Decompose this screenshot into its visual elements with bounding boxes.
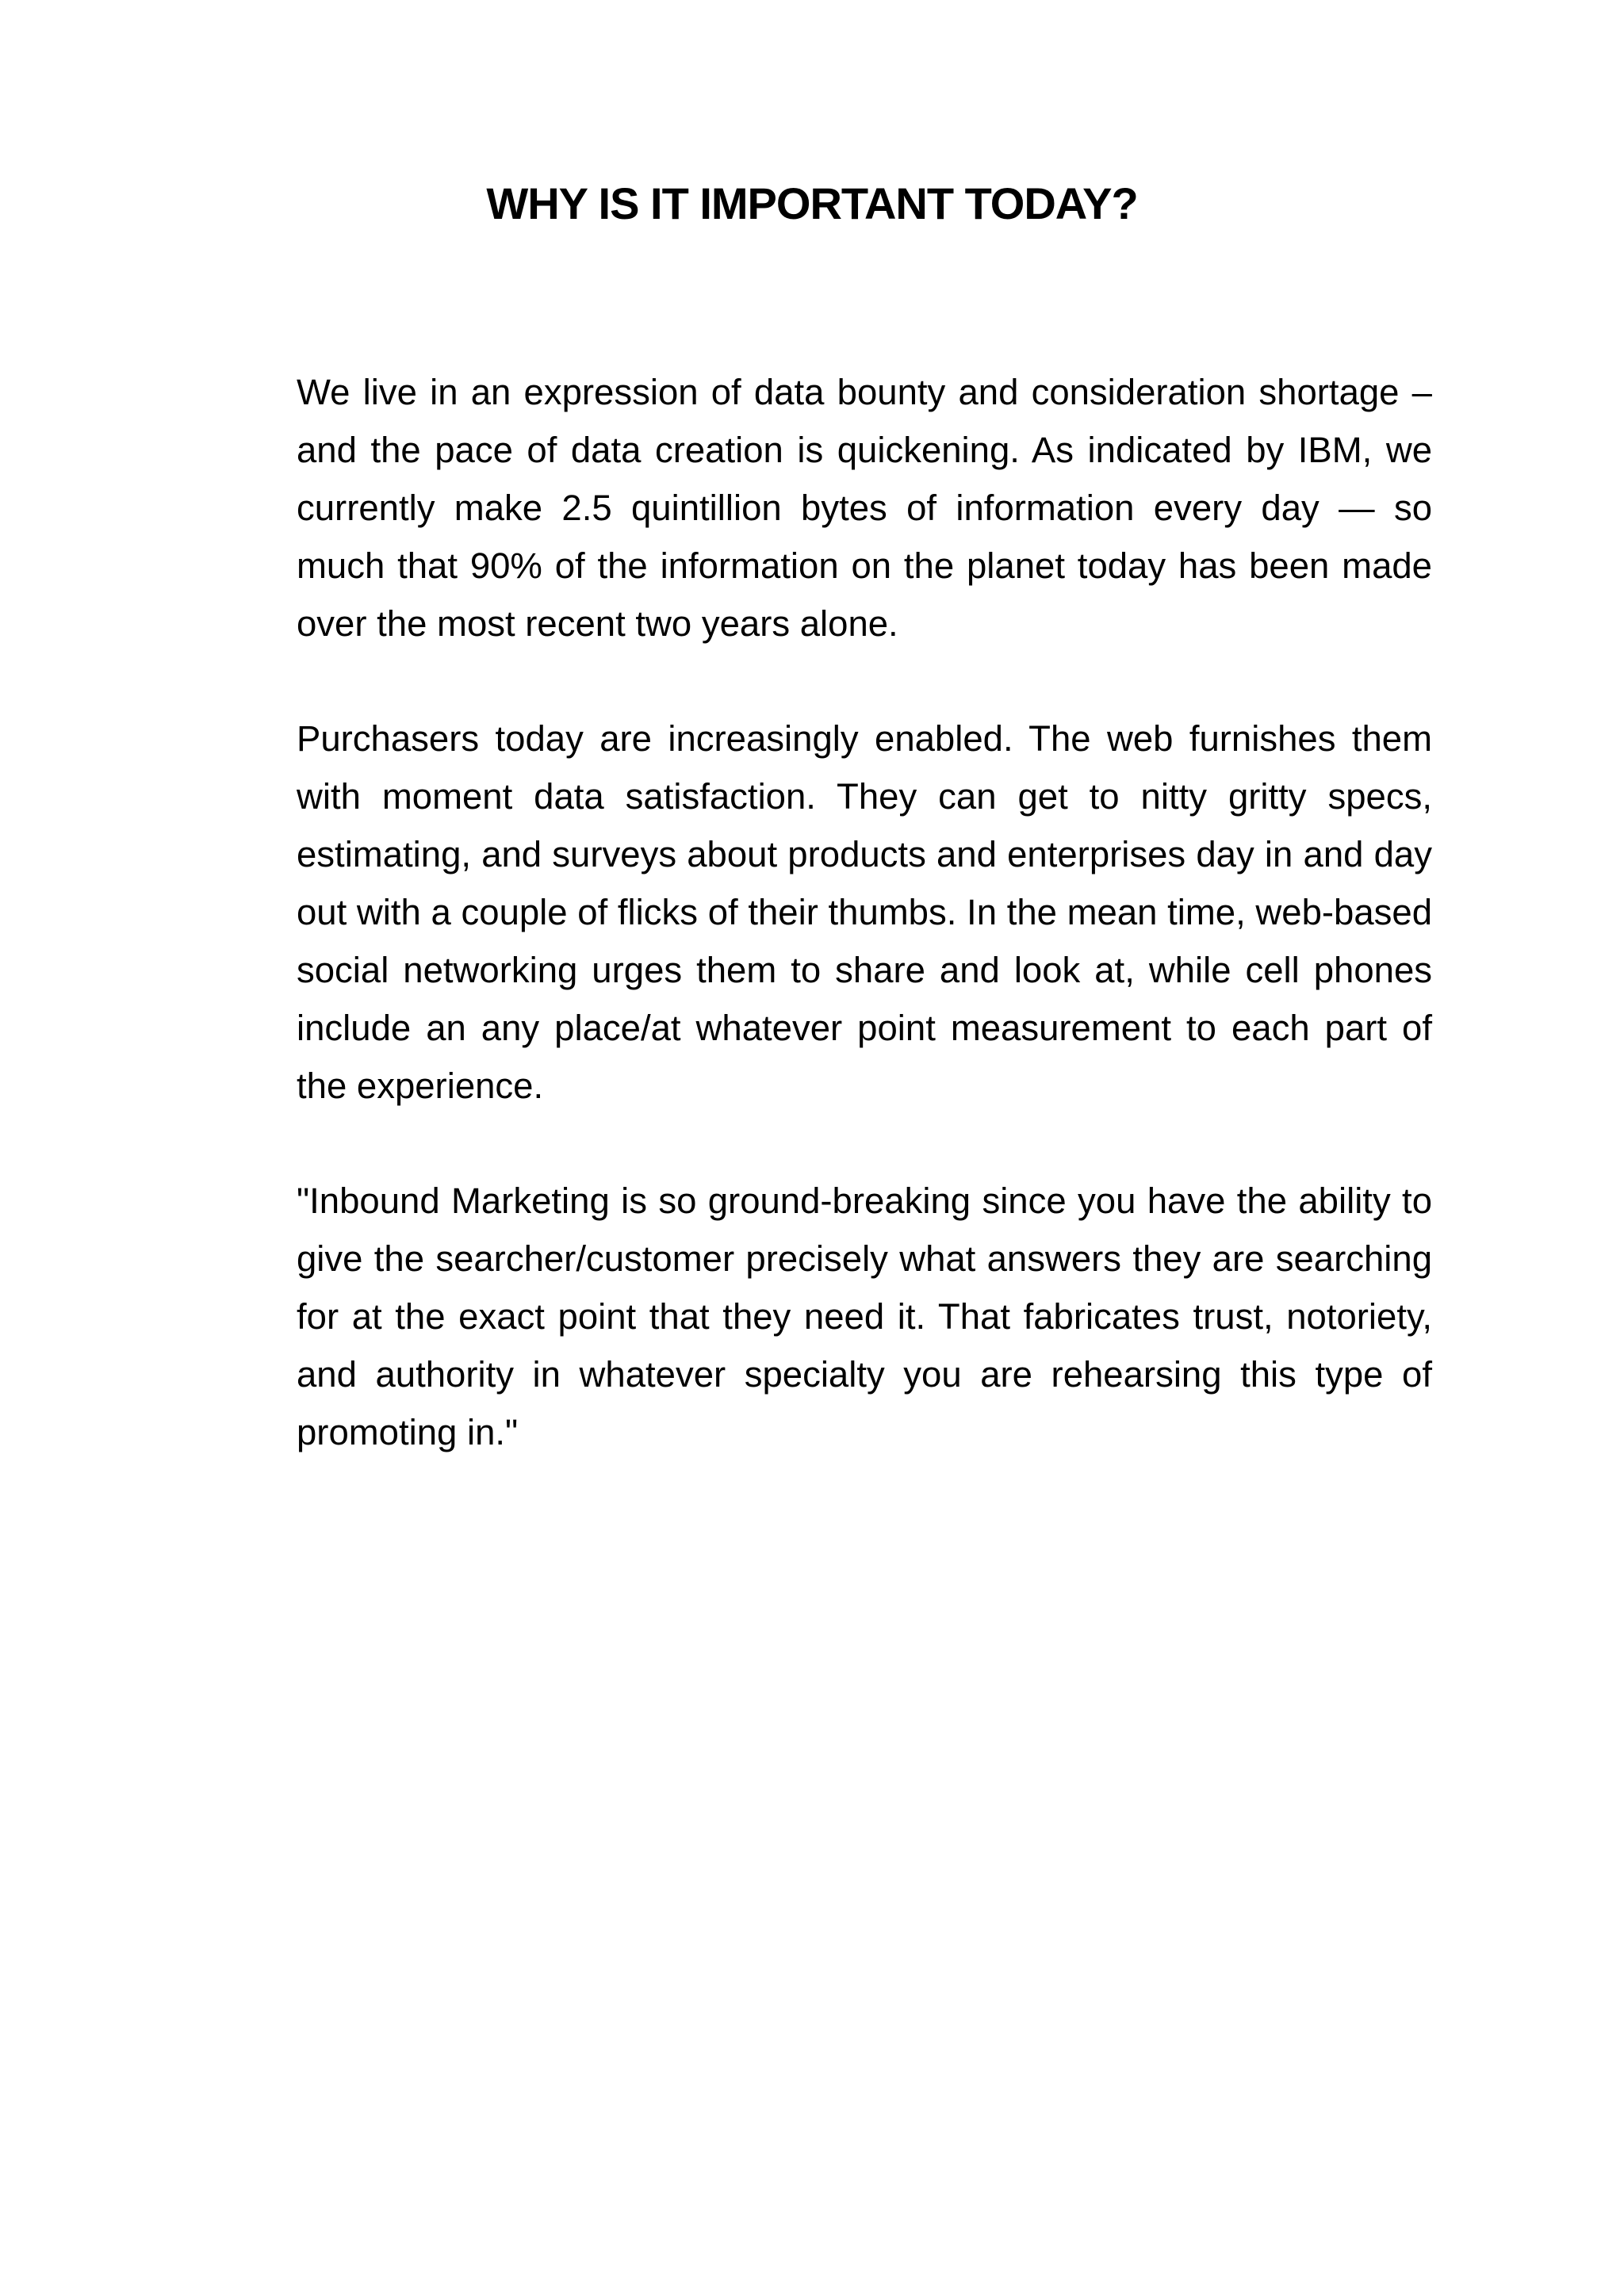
paragraph-data-growth: We live in an expression of data bounty and consideration shortage – and the pace of data creation is quickening. As indicated by IBM, we currently make 2.5 quintillion bytes of information every day — so much that 90% of the information on the planet today has been made over the most recent two years alone. bbox=[297, 372, 1432, 644]
document-body bbox=[297, 363, 1432, 1518]
paragraph-inbound-marketing-quote: "Inbound Marketing is so ground-breaking since you have the ability to give the searcher/customer precisely what answers they are searching for at the exact point that they need it. That fabricates trust, notoriety, and authority in whatever specialty you are rehearsing this type of promoting in." bbox=[297, 1181, 1432, 1452]
paragraph-empowered-purchasers: Purchasers today are increasingly enabled. The web furnishes them with moment data satisfaction. They can get to nitty gritty specs, estimating, and surveys about products and enterprises day in and day out with a couple of flicks of their thumbs. In the mean time, web-based social networking urges them to share and look at, while cell phones include an any place/at whatever point measurement to each part of the experience. bbox=[297, 718, 1432, 1106]
page-title: WHY IS IT IMPORTANT TODAY? bbox=[486, 178, 1138, 228]
